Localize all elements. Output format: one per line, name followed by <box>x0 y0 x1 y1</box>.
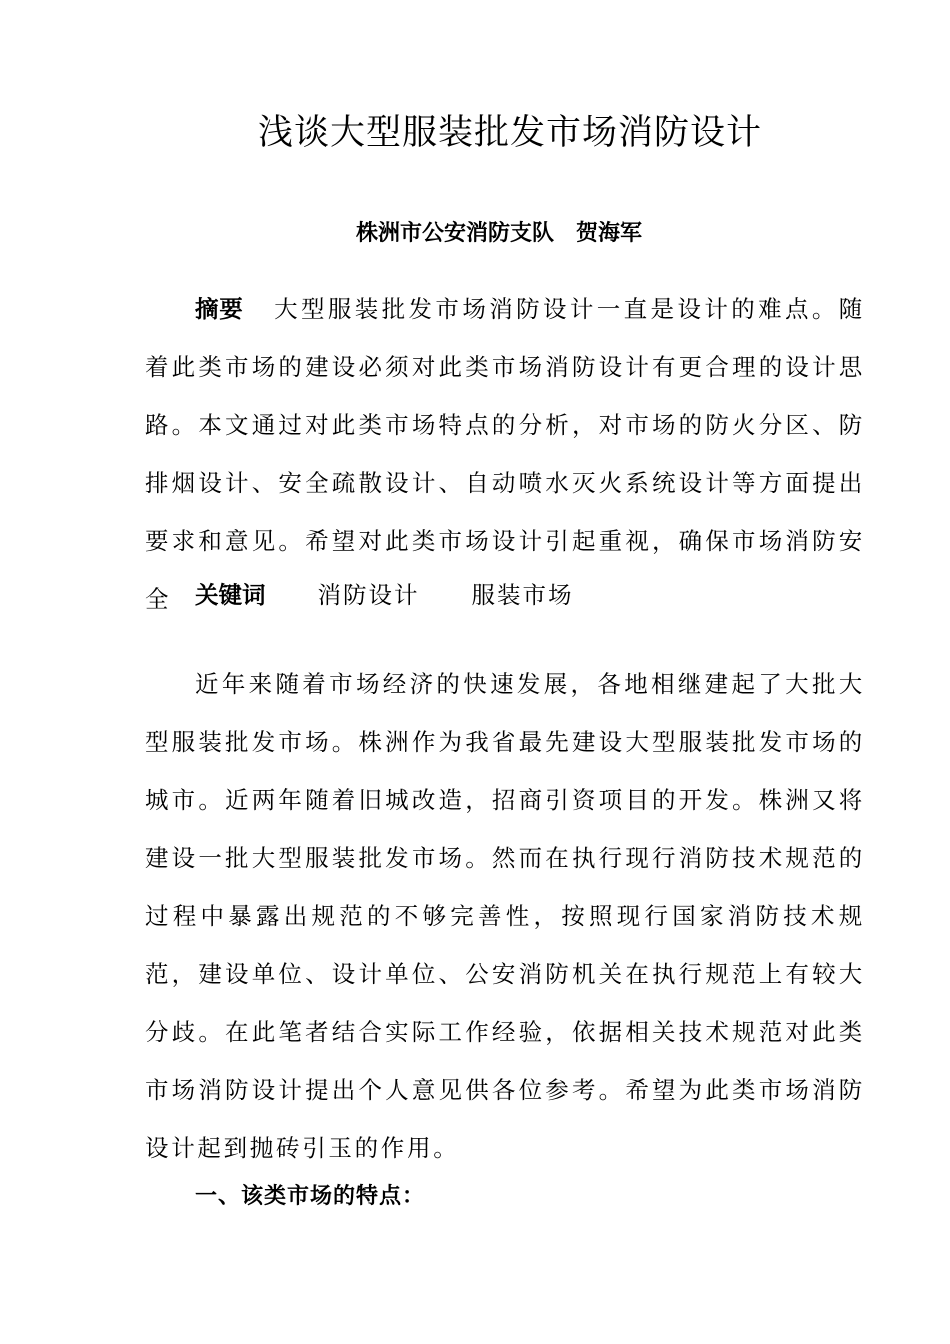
abstract-text: 大型服装批发市场消防设计一直是设计的难点。随着此类市场的建设必须对此类市场消防设计有更合理的设计思路。本文通过对此类市场特点的分析，对市场的防火分区、防排烟设计、安全疏散设计、自动喷水灭火系统设计等方面提出要求和意见。希望对此类市场设计引起重视，确保市场消防安全 <box>145 295 866 613</box>
abstract-label: 摘要 <box>195 295 244 323</box>
author-line <box>356 218 642 250</box>
keywords-line <box>195 566 574 624</box>
author-name: 贺海军 <box>576 221 643 246</box>
keyword-item: 消防设计 <box>317 581 420 609</box>
document-title: 浅谈大型服装批发市场消防设计 <box>257 113 762 153</box>
section-heading: 一、该类市场的特点： <box>195 1184 426 1209</box>
keyword-item: 服装市场 <box>471 581 574 609</box>
keywords-label: 关键词 <box>195 581 266 609</box>
author-organization: 株洲市公安消防支队 <box>356 221 555 246</box>
intro-paragraph: 近年来随着市场经济的快速发展，各地相继建起了大批大型服装批发市场。株洲作为我省最先建设大型服装批发市场的城市。近两年随着旧城改造，招商引资项目的开发。株洲又将建设一批大型服装批发市场。然而在执行现行消防技术规范的过程中暴露出规范的不够完善性，按照现行国家消防技术规范，建设单位、设计单位、公安消防机关在执行规范上有较大分歧。在此笔者结合实际工作经验，依据相关技术规范对此类市场消防设计提出个人意见供各位参考。希望为此类市场消防设计起到抛砖引玉的作用。 <box>145 670 865 1162</box>
